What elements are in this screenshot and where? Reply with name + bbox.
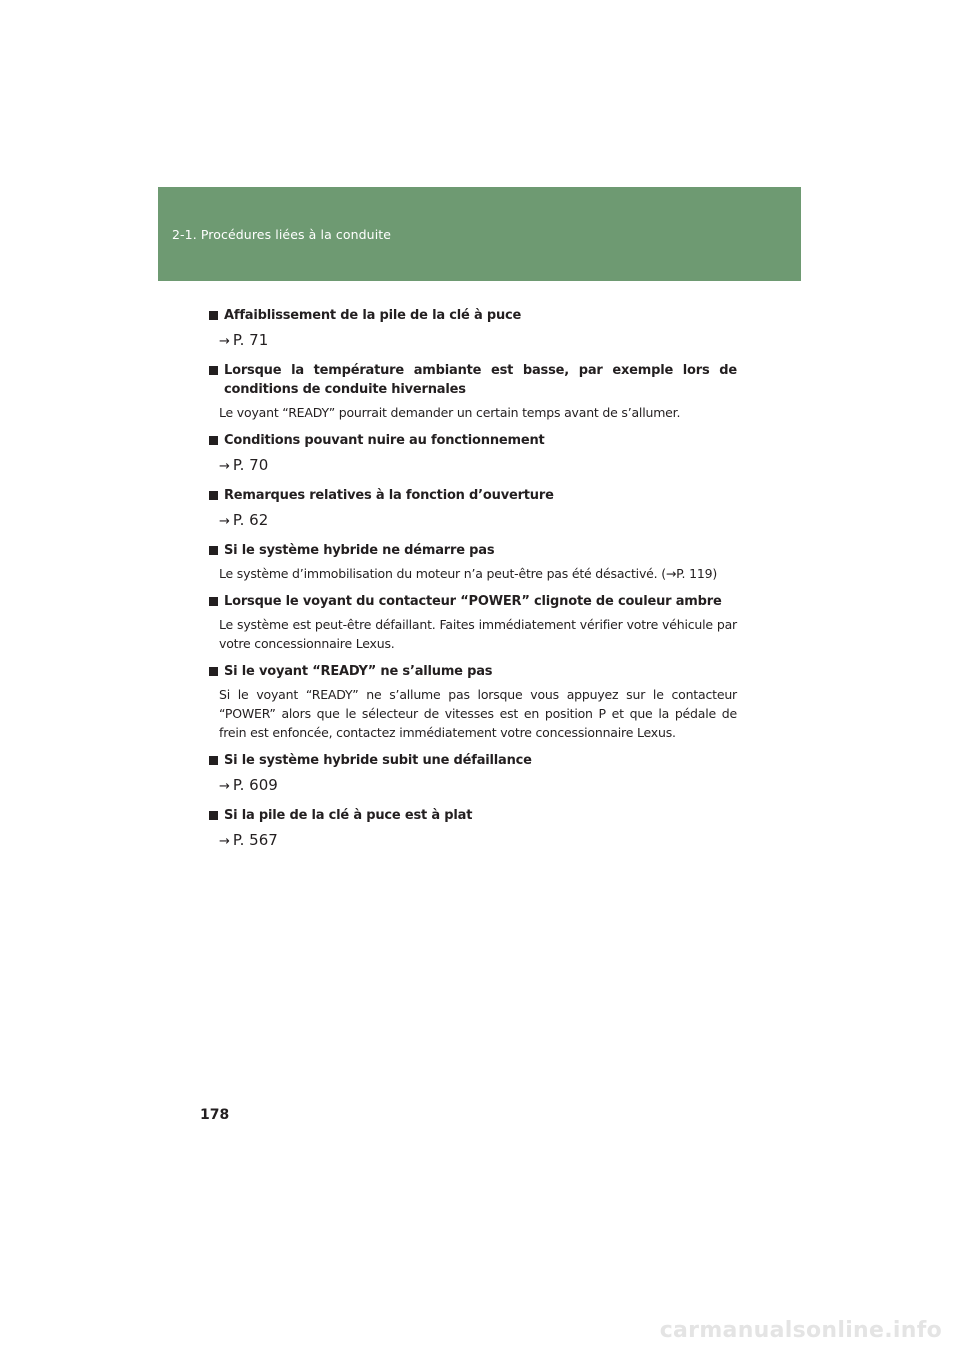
content-area xyxy=(200,306,737,861)
section-key-battery-dead xyxy=(200,806,737,852)
section-heading: Remarques relatives à la fonction d’ouverture xyxy=(200,486,737,505)
square-bullet-icon xyxy=(209,667,218,676)
section-title: 2-1. Procédures liées à la conduite xyxy=(172,227,392,242)
square-bullet-icon xyxy=(209,311,218,320)
arrow-icon: → xyxy=(219,514,230,529)
page-number: 178 xyxy=(200,1107,230,1123)
section-body: Le système d’immobilisation du moteur n’a peut-être pas été désactivé. (→P. 119) xyxy=(219,566,718,581)
page-reference: → P. 62 xyxy=(219,510,737,532)
section-power-indicator-amber xyxy=(200,592,737,653)
section-body: Le système est peut-être défaillant. Faites immédiatement vérifier votre véhicule par votre concessionnaire Lexus. xyxy=(219,617,737,651)
section-body: Le voyant “READY” pourrait demander un certain temps avant de s’allumer. xyxy=(219,405,681,420)
page-reference: → P. 70 xyxy=(219,455,737,477)
section-hybrid-failure xyxy=(200,751,737,797)
square-bullet-icon xyxy=(209,491,218,500)
arrow-icon: → xyxy=(219,334,230,349)
section-operating-conditions xyxy=(200,431,737,477)
chapter-header-band xyxy=(158,187,801,281)
square-bullet-icon xyxy=(209,366,218,375)
section-key-battery-weak xyxy=(200,306,737,352)
section-low-temperature xyxy=(200,361,737,422)
square-bullet-icon xyxy=(209,546,218,555)
page-reference: → P. 567 xyxy=(219,830,737,852)
section-unlock-function-notes xyxy=(200,486,737,532)
arrow-icon: → xyxy=(219,779,230,794)
section-body: Si le voyant “READY” ne s’allume pas lorsque vous appuyez sur le contacteur “POWER” alors que le sélecteur de vitesses est en position P et que la pédale de frein est enfoncée, contactez immédiatement votre concessionnaire Lexus. xyxy=(219,687,737,740)
section-heading: Si le voyant “READY” ne s’allume pas xyxy=(200,662,737,681)
arrow-icon: → xyxy=(219,459,230,474)
section-heading: Si la pile de la clé à puce est à plat xyxy=(200,806,737,825)
arrow-icon: → xyxy=(219,834,230,849)
section-hybrid-not-starting xyxy=(200,541,737,583)
section-ready-not-on xyxy=(200,662,737,742)
section-heading: Conditions pouvant nuire au fonctionnement xyxy=(200,431,737,450)
square-bullet-icon xyxy=(209,597,218,606)
section-heading: Lorsque le voyant du contacteur “POWER” clignote de couleur ambre xyxy=(200,592,737,611)
square-bullet-icon xyxy=(209,811,218,820)
section-heading: Lorsque la température ambiante est basse, par exemple lors de conditions de conduite hivernales xyxy=(200,361,737,399)
section-heading: Affaiblissement de la pile de la clé à puce xyxy=(200,306,737,325)
square-bullet-icon xyxy=(209,756,218,765)
watermark: carmanualsonline.info xyxy=(659,1318,942,1343)
section-heading: Si le système hybride ne démarre pas xyxy=(200,541,737,560)
square-bullet-icon xyxy=(209,436,218,445)
section-heading: Si le système hybride subit une défaillance xyxy=(200,751,737,770)
page-reference: → P. 609 xyxy=(219,775,737,797)
page-reference: → P. 71 xyxy=(219,330,737,352)
